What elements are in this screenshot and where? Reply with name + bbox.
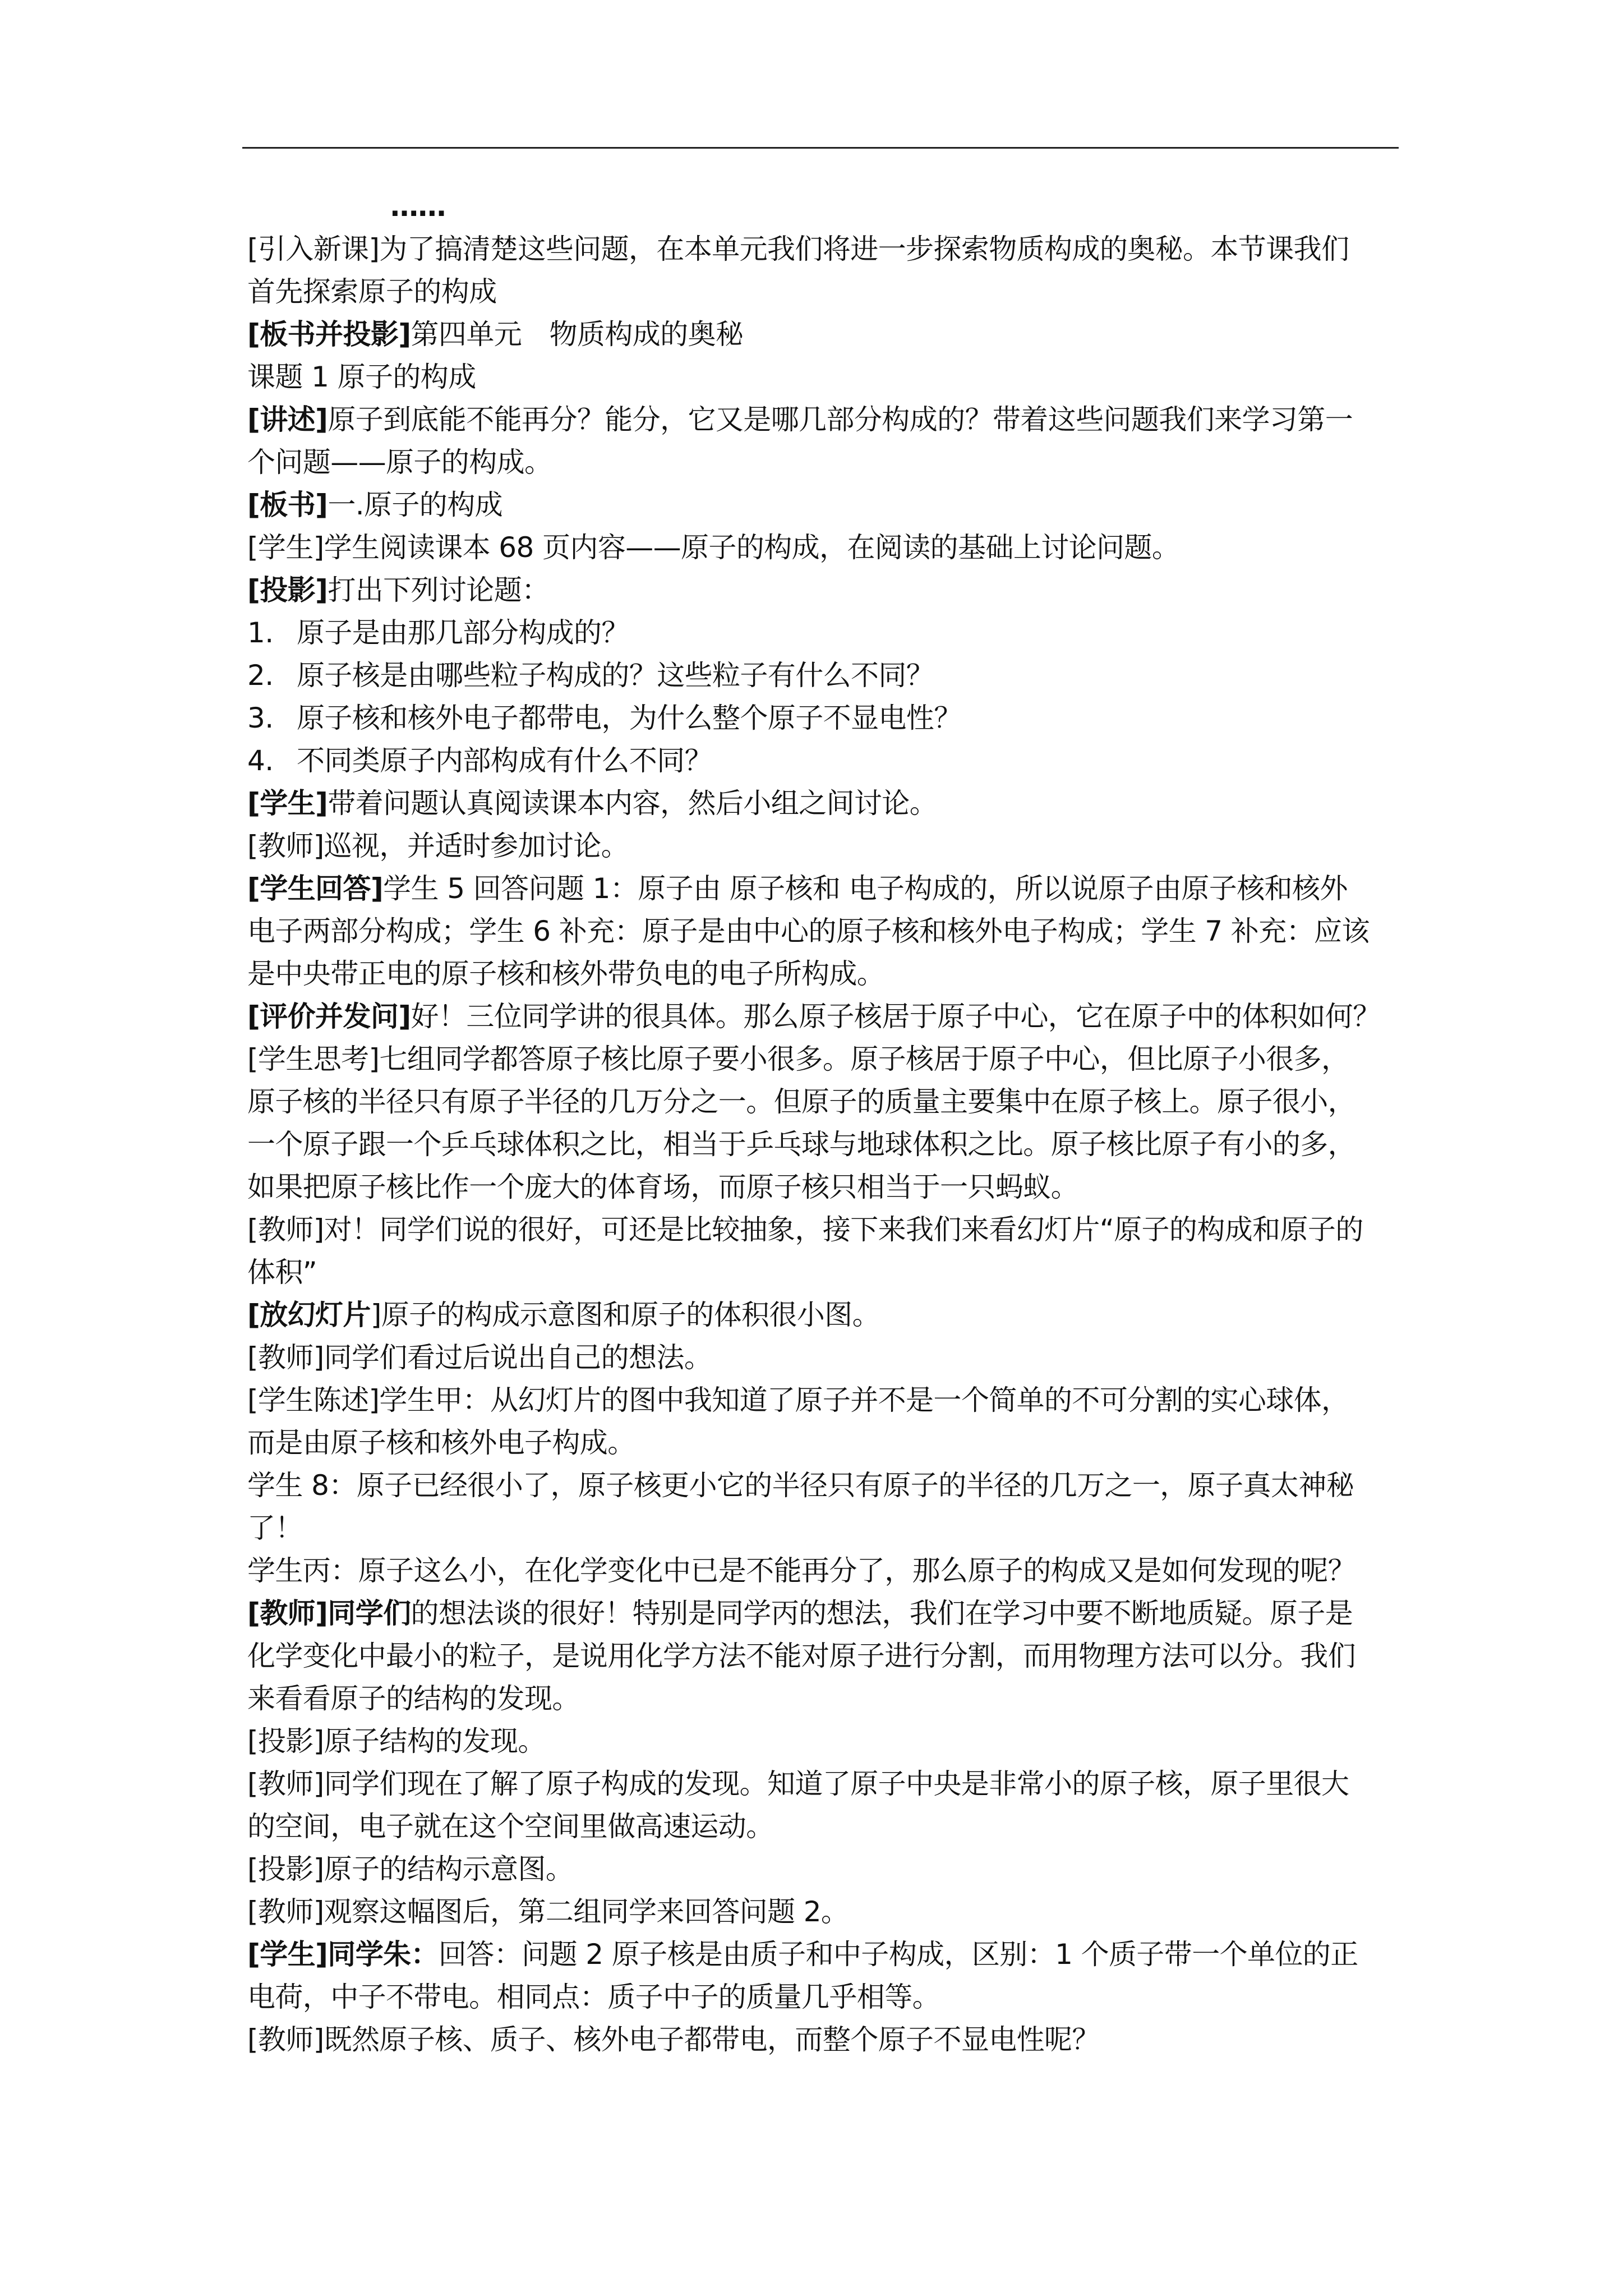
text-line: [教师]既然原子核、质子、核外电子都带电，而整个原子不显电性呢？ xyxy=(247,2023,1100,2056)
text-line: 如果把原子核比作一个庞大的体育场，而原子核只相当于一只蚂蚁。 xyxy=(247,1171,1078,1203)
list-item: 4. 不同类原子内部构成有什么不同？ xyxy=(247,744,712,777)
text-line: 个问题——原子的构成。 xyxy=(247,446,552,478)
ellipsis-line: …… xyxy=(390,190,446,223)
text-line: [教师]同学们看过后说出自己的想法。 xyxy=(247,1341,712,1374)
text-line: 来看看原子的结构的发现。 xyxy=(247,1682,580,1715)
text-line: [学生]带着问题认真阅读课本内容，然后小组之间讨论。 xyxy=(247,787,938,820)
text-line: 电子两部分构成；学生 6 补充：原子是由中心的原子核和核外电子构成；学生 7 补充：应该 xyxy=(247,915,1370,947)
list-item: 2. 原子核是由哪些粒子构成的？这些粒子有什么不同？ xyxy=(247,659,934,692)
list-item: 3. 原子核和核外电子都带电，为什么整个原子不显电性？ xyxy=(247,702,962,734)
text-line: [学生回答]学生 5 回答问题 1：原子由 原子核和 电子构成的，所以说原子由原子核和核外 xyxy=(247,872,1348,905)
text-line: 是中央带正电的原子核和核外带负电的电子所构成。 xyxy=(247,958,885,990)
text-line: [学生思考]七组同学都答原子核比原子要小很多。原子核居于原子中心，但比原子小很多， xyxy=(247,1043,1349,1075)
text-line: [教师]对！同学们说的很好，可还是比较抽象，接下来我们来看幻灯片“原子的构成和原子的 xyxy=(247,1213,1363,1246)
header-rule xyxy=(242,147,1399,149)
text-line: [教师]同学们的想法谈的很好！特别是同学丙的想法，我们在学习中要不断地质疑。原子是 xyxy=(247,1597,1353,1630)
text-line: 一个原子跟一个乒乓球体积之比，相当于乒乓球与地球体积之比。原子核比原子有小的多， xyxy=(247,1128,1355,1161)
text-line: [投影]原子的结构示意图。 xyxy=(247,1853,574,1885)
text-line: [学生]学生阅读课本 68 页内容——原子的构成，在阅读的基础上讨论问题。 xyxy=(247,531,1180,564)
text-line: [教师]同学们现在了解了原子构成的发现。知道了原子中央是非常小的原子核，原子里很大 xyxy=(247,1768,1349,1800)
text-line: [教师]观察这幅图后，第二组同学来回答问题 2。 xyxy=(247,1895,849,1928)
text-line: 的空间，电子就在这个空间里做高速运动。 xyxy=(247,1810,774,1843)
text-line: 首先探索原子的构成 xyxy=(247,275,497,308)
text-line: [学生陈述]学生甲：从幻灯片的图中我知道了原子并不是一个简单的不可分割的实心球体， xyxy=(247,1384,1349,1416)
list-item: 1. 原子是由那几部分构成的？ xyxy=(247,616,629,649)
text-line: [学生]同学朱：回答：问题 2 原子核是由质子和中子构成，区别：1 个质子带一个单位的正 xyxy=(247,1938,1358,1971)
text-line: 了！ xyxy=(247,1512,303,1544)
text-line: [评价并发问]好！三位同学讲的很具体。那么原子核居于原子中心，它在原子中的体积如何？ xyxy=(247,1000,1381,1033)
text-line: 电荷，中子不带电。相同点：质子中子的质量几乎相等。 xyxy=(247,1981,940,2013)
text-line: [讲述]原子到底能不能再分？能分，它又是哪几部分构成的？带着这些问题我们来学习第一 xyxy=(247,403,1353,436)
text-line: 原子核的半径只有原子半径的几万分之一。但原子的质量主要集中在原子核上。原子很小， xyxy=(247,1085,1355,1118)
text-line: [投影]原子结构的发现。 xyxy=(247,1725,546,1757)
text-line: [引入新课]为了搞清楚这些问题，在本单元我们将进一步探索物质构成的奥秘。本节课我们 xyxy=(247,233,1349,265)
text-line: [教师]巡视，并适时参加讨论。 xyxy=(247,830,629,862)
text-line: [放幻灯片]原子的构成示意图和原子的体积很小图。 xyxy=(247,1299,880,1331)
text-line: [板书并投影]第四单元 物质构成的奥秘 xyxy=(247,318,744,351)
text-line: 体积” xyxy=(247,1256,317,1289)
text-line: 学生 8：原子已经很小了，原子核更小它的半径只有原子的半径的几万之一，原子真太神秘 xyxy=(247,1469,1354,1502)
text-line: 学生丙：原子这么小，在化学变化中已是不能再分了，那么原子的构成又是如何发现的呢？ xyxy=(247,1554,1355,1587)
text-line: [板书]一.原子的构成 xyxy=(247,489,503,521)
text-line: 化学变化中最小的粒子，是说用化学方法不能对原子进行分割，而用物理方法可以分。我们 xyxy=(247,1640,1355,1672)
text-line: [投影]打出下列讨论题： xyxy=(247,574,550,606)
text-line: 而是由原子核和核外电子构成。 xyxy=(247,1427,635,1459)
text-line: 课题 1 原子的构成 xyxy=(247,361,476,393)
document-body xyxy=(247,185,1397,2061)
